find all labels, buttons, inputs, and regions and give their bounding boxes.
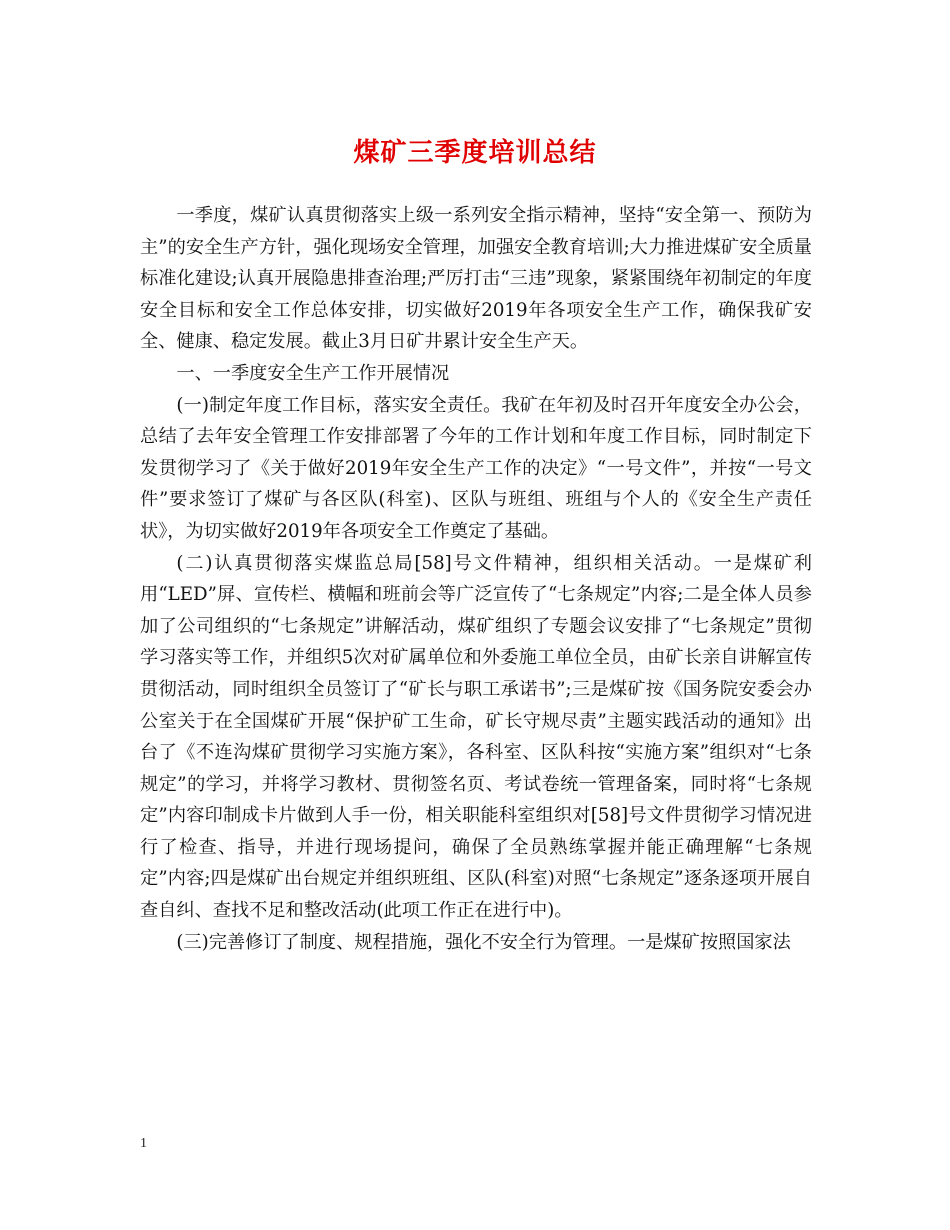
paragraph-intro: 一季度，煤矿认真贯彻落实上级一系列安全指示精神，坚持“安全第一、预防为主”的安全生产方针，强化现场安全管理，加强安全教育培训;大力推进煤矿安全质量标准化建设;认真开展隐患排查治理;严厉打击“三违”现象，紧紧围绕年初制定的年度安全目标和安全工作总体安排，切实做好2019年各项安全生产工作，确保我矿安全、健康、稳定发展。截止3月日矿井累计安全生产天。 — [140, 205, 812, 353]
section-heading: 一、一季度安全生产工作开展情况 — [176, 362, 450, 384]
page-number: 1 — [140, 1136, 147, 1151]
paragraph-item-1: (一)制定年度工作目标，落实安全责任。我矿在年初及时召开年度安全办公会，总结了去年安全管理工作安排部署了今年的工作计划和年度工作目标，同时制定下发贯彻学习了《关于做好2019年安全生产工作的决定》“一号文件”，并按“一号文件”要求签订了煤矿与各区队(科室)、区队与班组、班组与个人的《安全生产责任状》，为切实做好2019年各项安全工作奠定了基础。 — [140, 394, 812, 542]
page-title: 煤矿三季度培训总结 — [353, 138, 597, 168]
paragraph-item-3: (三)完善修订了制度、规程措施，强化不安全行为管理。一是煤矿按照国家法 — [176, 931, 791, 953]
paragraph-item-2: (二)认真贯彻落实煤监总局[58]号文件精神，组织相关活动。一是煤矿利用“LED”屏、宣传栏、横幅和班前会等广泛宣传了“七条规定”内容;二是全体人员参加了公司组织的“七条规定”讲解活动，煤矿组织了专题会议安排了“七条规定”贯彻学习落实等工作，并组织5次对矿属单位和外委施工单位全员，由矿长亲自讲解宣传贯彻活动，同时组织全员签订了“矿长与职工承诺书”;三是煤矿按《国务院安委会办公室关于在全国煤矿开展“保护矿工生命，矿长守规尽责”主题实践活动的通知》出台了《不连沟煤矿贯彻学习实施方案》，各科室、区队科按“实施方案”组织对“七条规定”的学习，并将学习教材、贯彻签名页、考试卷统一管理备案，同时将“七条规定”内容印制成卡片做到人手一份，相关职能科室组织对[58]号文件贯彻学习情况进行了检查、指导，并进行现场提问，确保了全员熟练掌握并能正确理解“七条规定”内容;四是煤矿出台规定并组织班组、区队(科室)对照“七条规定”逐条逐项开展自查自纠、查找不足和整改活动(此项工作正在进行中)。 — [140, 552, 812, 922]
document-body — [140, 200, 812, 958]
